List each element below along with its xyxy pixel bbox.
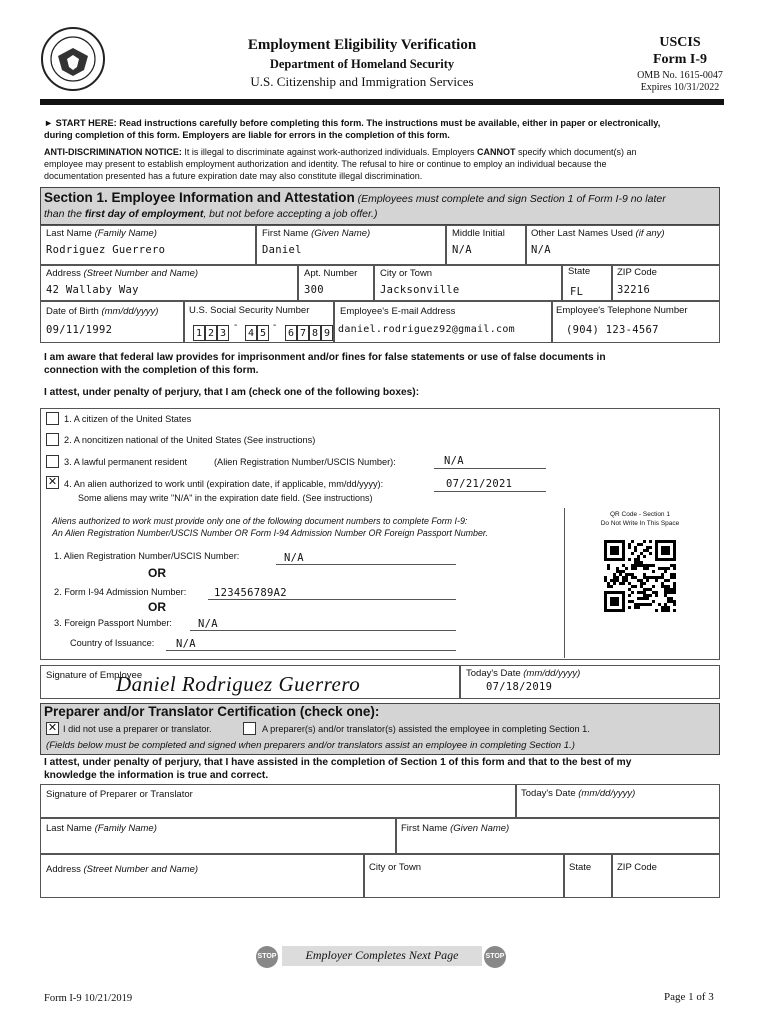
- expiration: Expires 10/31/2022: [640, 82, 720, 93]
- start-here-line-1: ► START HERE: Read instructions carefully before completing this form. The instructions must be available, either in paper or electronically,: [44, 118, 661, 128]
- country-label: Country of Issuance:: [70, 638, 155, 648]
- qr-label-1: QR Code - Section 1: [610, 511, 670, 518]
- preparer-first-name-label: First Name (Given Name): [401, 823, 510, 834]
- omb-number: OMB No. 1615-0047: [637, 70, 723, 81]
- stop-icon-left: STOP: [256, 946, 278, 968]
- permanent-resident-label: 3. A lawful permanent resident: [64, 457, 188, 467]
- ssn-digit-box[interactable]: 5: [257, 325, 269, 341]
- anti-discrimination-line-2: employee may present to establish employment authorization and identity. The refusal to hire or continue to employ an individual because the: [44, 159, 607, 169]
- ssn-separator: -: [273, 320, 277, 331]
- page-number: Page 1 of 3: [664, 991, 714, 1003]
- ssn-digit-box[interactable]: 7: [297, 325, 309, 341]
- dob-field[interactable]: 09/11/1992: [46, 324, 113, 336]
- other-names-label: Other Last Names Used (if any): [531, 228, 665, 239]
- ssn-label: U.S. Social Security Number: [189, 305, 310, 316]
- first-name-field[interactable]: Daniel: [262, 244, 302, 256]
- zip-label: ZIP Code: [617, 267, 657, 278]
- preparer-attest-2: knowledge the information is true and correct.: [44, 770, 269, 781]
- alien-authorized-label: 4. An alien authorized to work until (expiration date, if applicable, mm/dd/yyyy):: [64, 479, 384, 489]
- first-name-label: First Name (Given Name): [262, 228, 371, 239]
- preparer-zip-cell[interactable]: [612, 854, 720, 898]
- or-divider-2: OR: [148, 600, 166, 614]
- preparer-city-cell[interactable]: [364, 854, 564, 898]
- alien-authorized-checkbox[interactable]: ✕: [47, 476, 58, 488]
- section1-title: Section 1. Employee Information and Attestation: [44, 190, 355, 205]
- country-field[interactable]: N/A: [176, 638, 196, 650]
- passport-underline: [190, 630, 456, 631]
- preparer-attest-1: I attest, under penalty of perjury, that I have assisted in the completion of Section 1 of this form and that to the best of my: [44, 757, 632, 768]
- apt-field[interactable]: 300: [304, 284, 324, 296]
- preparer-city-label: City or Town: [369, 862, 422, 873]
- start-here-line-2: during completion of this form. Employers are liable for errors in the completion of this form.: [44, 130, 450, 140]
- no-preparer-label: I did not use a preparer or translator.: [63, 724, 212, 734]
- anti-discrimination-line-1: ANTI-DISCRIMINATION NOTICE: It is illegal to discriminate against work-authorized individuals. Employers CANNOT specify which document(s) an: [44, 147, 637, 157]
- address-field[interactable]: 42 Wallaby Way: [46, 284, 139, 296]
- email-field[interactable]: daniel.rodriguez92@gmail.com: [338, 324, 515, 335]
- qr-code-image: [604, 540, 676, 612]
- alien-number-underline: [276, 564, 456, 565]
- ssn-separator: -: [234, 320, 238, 331]
- uscis-label: USCIS: [659, 35, 701, 50]
- or-divider-1: OR: [148, 566, 166, 580]
- i94-label: 2. Form I-94 Admission Number:: [54, 587, 187, 597]
- state-label: State: [568, 266, 591, 277]
- department: Department of Homeland Security: [269, 57, 455, 71]
- middle-initial-label: Middle Initial: [452, 228, 505, 239]
- form-number: Form I-9: [652, 52, 708, 67]
- preparer-last-name-label: Last Name (Family Name): [46, 823, 157, 834]
- permanent-resident-checkbox[interactable]: [46, 455, 59, 468]
- form-edition: Form I-9 10/21/2019: [44, 993, 133, 1004]
- aware-line-1: I am aware that federal law provides for imprisonment and/or fines for false statements or use of false documents in: [44, 352, 606, 363]
- aliens-instruction-2: An Alien Registration Number/USCIS Number OR Form I-94 Admission Number OR Foreign Passport Number.: [52, 528, 489, 538]
- permanent-resident-number-field[interactable]: N/A: [444, 455, 464, 467]
- ssn-digit-box[interactable]: 8: [309, 325, 321, 341]
- employee-signature-label: Signature of Employee: [46, 670, 143, 681]
- dob-label: Date of Birth (mm/dd/yyyy): [46, 306, 159, 317]
- phone-label: Employee's Telephone Number: [556, 305, 688, 316]
- agency: U.S. Citizenship and Immigration Services: [250, 74, 474, 89]
- employee-date-label: Today's Date (mm/dd/yyyy): [466, 668, 581, 679]
- ssn-digit-box[interactable]: 9: [321, 325, 333, 341]
- section1-note-line-2: than the first day of employment, but not before accepting a job offer.): [44, 208, 378, 220]
- ssn-digit-box[interactable]: 4: [245, 325, 257, 341]
- city-field[interactable]: Jacksonville: [380, 284, 460, 296]
- city-label: City or Town: [380, 268, 433, 279]
- alien-note: Some aliens may write "N/A" in the expiration date field. (See instructions): [78, 493, 373, 503]
- dhs-seal: [40, 26, 106, 92]
- preparer-date-label: Today's Date (mm/dd/yyyy): [521, 788, 636, 799]
- preparer-note: (Fields below must be completed and signed when preparers and/or translators assist an employee in completing Section 1.): [46, 740, 576, 751]
- alien-number-field[interactable]: N/A: [284, 552, 304, 564]
- i94-field[interactable]: 123456789A2: [214, 587, 287, 599]
- alien-expiration-field[interactable]: 07/21/2021: [446, 478, 513, 490]
- preparer-title: Preparer and/or Translator Certification (check one):: [44, 704, 380, 719]
- ssn-digit-box[interactable]: 2: [205, 325, 217, 341]
- passport-label: 3. Foreign Passport Number:: [54, 618, 172, 628]
- noncitizen-national-checkbox[interactable]: [46, 433, 59, 446]
- noncitizen-national-label: 2. A noncitizen national of the United States (See instructions): [64, 435, 316, 445]
- alien-number-label: 1. Alien Registration Number/USCIS Number:: [54, 551, 240, 561]
- section1-title-line: Section 1. Employee Information and Attestation (Employees must complete and sign Section 1 of Form I-9 no later: [44, 190, 666, 205]
- phone-field[interactable]: (904) 123-4567: [566, 324, 659, 336]
- email-label: Employee's E-mail Address: [340, 306, 456, 317]
- preparer-address-label: Address (Street Number and Name): [46, 864, 199, 875]
- anti-discrimination-line-3: documentation presented has a future expiration date may also constitute illegal discrimination.: [44, 171, 423, 181]
- permanent-resident-number-label: (Alien Registration Number/USCIS Number):: [214, 457, 396, 467]
- aliens-instruction-1: Aliens authorized to work must provide only one of the following document numbers to complete Form I-9:: [52, 516, 468, 526]
- state-field[interactable]: FL: [570, 286, 584, 298]
- attest-line: I attest, under penalty of perjury, that I am (check one of the following boxes):: [44, 387, 420, 398]
- header-rule: [40, 99, 724, 105]
- country-underline: [166, 650, 456, 651]
- stop-icon-right: STOP: [484, 946, 506, 968]
- citizen-checkbox[interactable]: [46, 412, 59, 425]
- i94-underline: [208, 599, 456, 600]
- ssn-digit-box[interactable]: 1: [193, 325, 205, 341]
- preparer-zip-label: ZIP Code: [617, 862, 657, 873]
- qr-label-2: Do Not Write In This Space: [600, 520, 680, 527]
- preparer-assisted-label: A preparer(s) and/or translator(s) assisted the employee in completing Section 1.: [262, 724, 590, 734]
- preparer-assisted-checkbox[interactable]: [243, 722, 256, 735]
- preparer-state-cell[interactable]: [564, 854, 612, 898]
- middle-initial-field[interactable]: N/A: [452, 244, 472, 256]
- preparer-address-cell[interactable]: [40, 854, 364, 898]
- zip-field[interactable]: 32216: [617, 284, 651, 296]
- apt-label: Apt. Number: [304, 268, 358, 279]
- last-name-label: Last Name (Family Name): [46, 228, 157, 239]
- employee-signature[interactable]: Daniel Rodriguez Guerrero: [116, 672, 361, 696]
- employee-date-field[interactable]: 07/18/2019: [486, 681, 553, 693]
- permanent-resident-underline: [434, 468, 546, 469]
- preparer-state-label: State: [569, 862, 592, 873]
- alien-expiration-underline: [434, 491, 546, 492]
- passport-field[interactable]: N/A: [198, 618, 218, 630]
- ssn-digit-box[interactable]: 6: [285, 325, 297, 341]
- preparer-signature-label: Signature of Preparer or Translator: [46, 789, 193, 800]
- address-label: Address (Street Number and Name): [46, 268, 199, 279]
- form-title: Employment Eligibility Verification: [247, 37, 477, 53]
- other-names-field[interactable]: N/A: [531, 244, 551, 256]
- aware-line-2: connection with the completion of this form.: [44, 365, 259, 376]
- no-preparer-checkbox[interactable]: ✕: [47, 722, 58, 734]
- next-page-text: Employer Completes Next Page: [305, 948, 459, 962]
- citizen-label: 1. A citizen of the United States: [64, 414, 192, 424]
- ssn-digit-box[interactable]: 3: [217, 325, 229, 341]
- last-name-field[interactable]: Rodriguez Guerrero: [46, 244, 166, 256]
